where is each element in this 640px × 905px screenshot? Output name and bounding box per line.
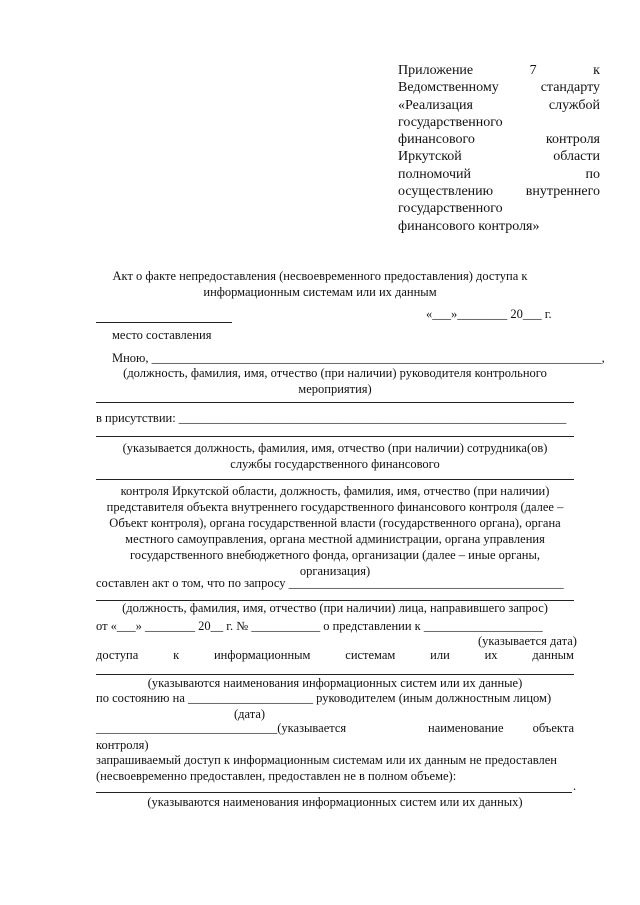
caption-systems: (указываются наименования информационных систем или их данные) [147,676,523,690]
header-line-8 [398,183,600,200]
access-line [96,647,574,663]
header-word: внутреннего [525,184,600,200]
access-word: данным [532,648,574,662]
header-word: Приложение [398,63,474,78]
caption-systems-final: (указываются наименования информационных систем или их данных) [147,795,523,809]
title-line-2: информационным системам или их данным [203,285,437,299]
access-word: системам [345,648,396,662]
header-line-3 [398,97,600,114]
header-word: осуществлению [398,184,494,200]
object-line-2: контроля) [96,738,149,752]
caption-object-2: представителя объекта внутреннего государственного финансового контроля (далее – [106,500,564,514]
header-word: контроля [545,132,600,148]
header-line-2 [398,79,600,96]
blank-line [96,792,572,793]
caption-head-2: мероприятия) [298,382,372,396]
caption-staff: (указывается должность, фамилия, имя, отчество (при наличии) сотрудника(ов) [122,441,548,455]
header-word: финансового контроля» [398,218,540,234]
caption-object-3: Объект контроля), органа государственной власти (государственного органа), органа [109,516,561,530]
header-line-5 [398,131,600,148]
state-line: по состоянию на ____________________ руководителем (иным должностным лицом) [96,691,552,705]
caption-object-5: государственного внебюджетного фонда, организации (далее – иные органы, [129,548,541,562]
header-word: «Реализация [398,97,473,113]
header-word: государственного [398,201,503,217]
caption-date-2: (дата) [234,707,266,721]
header-word: полномочий [398,166,472,182]
final-dot: . [573,779,577,793]
blank-line [96,479,574,480]
place-underline [96,322,232,323]
access-word: их [484,648,498,662]
from-line: от «___» ________ 20__ г. № ___________ о представлении к ___________________ [96,619,543,633]
header-word: государственного [398,114,503,130]
compiled-line: составлен акт о том, что по запросу ____________________________________________ [96,576,564,590]
header-line-9 [398,200,600,217]
place-caption: место составления [112,328,212,342]
header-word: области [553,149,600,165]
caption-object-1: контроля Иркутской области, должность, фамилия, имя, отчество (при наличии) [120,484,550,498]
header-word: Ведомственному [398,80,499,96]
header-word: финансового [398,132,475,148]
caption-requester: (должность, фамилия, имя, отчество (при наличии) лица, направившего запрос) [122,601,548,615]
access-word: к [173,648,180,662]
header-word: стандарту [540,80,600,96]
header-line-6 [398,148,600,165]
title-line-1: Акт о факте непредоставления (несвоевременного предоставления) доступа к [112,269,528,283]
mnoyu-line: Мною, ________________________________________________________________________, [112,351,605,365]
caption-object-6: организация) [299,564,371,578]
blank-line [96,402,574,403]
header-line-10 [398,218,600,235]
appendix-header [398,62,600,235]
header-word: 7 [529,63,537,78]
caption-head: (должность, фамилия, имя, отчество (при наличии) руководителя контрольного [123,366,547,380]
document-title [90,268,550,300]
access-word: информационным [213,648,311,662]
header-line-4 [398,114,600,131]
access-word: доступа [96,648,139,662]
requested-line-2: (несвоевременно предоставлен, предоставлен не в полном объеме): [96,769,457,783]
caption-object-4: местного самоуправления, органа местной администрации, органа управления [125,532,545,546]
object-word: наименование [428,721,504,735]
date-field: «___»________ 20___ г. [426,307,552,321]
header-word: к [593,63,600,78]
access-word: или [430,648,450,662]
header-word: Иркутской [398,149,462,165]
blank-line [96,436,574,437]
presence-line: в присутствии: ______________________________________________________________ [96,411,567,425]
requested-line-1: запрашиваемый доступ к информационным системам или их данным не предоставлен [96,753,557,767]
header-line-7 [398,166,600,183]
header-line-1 [398,62,600,79]
caption-staff-2: службы государственного финансового [230,457,440,471]
header-word: службой [548,97,600,113]
object-line-start: _____________________________(указывается [96,721,347,735]
object-word: объекта [532,721,574,735]
caption-date: (указывается дата) [478,634,577,648]
object-line-end [428,720,574,736]
header-word: по [585,166,600,182]
